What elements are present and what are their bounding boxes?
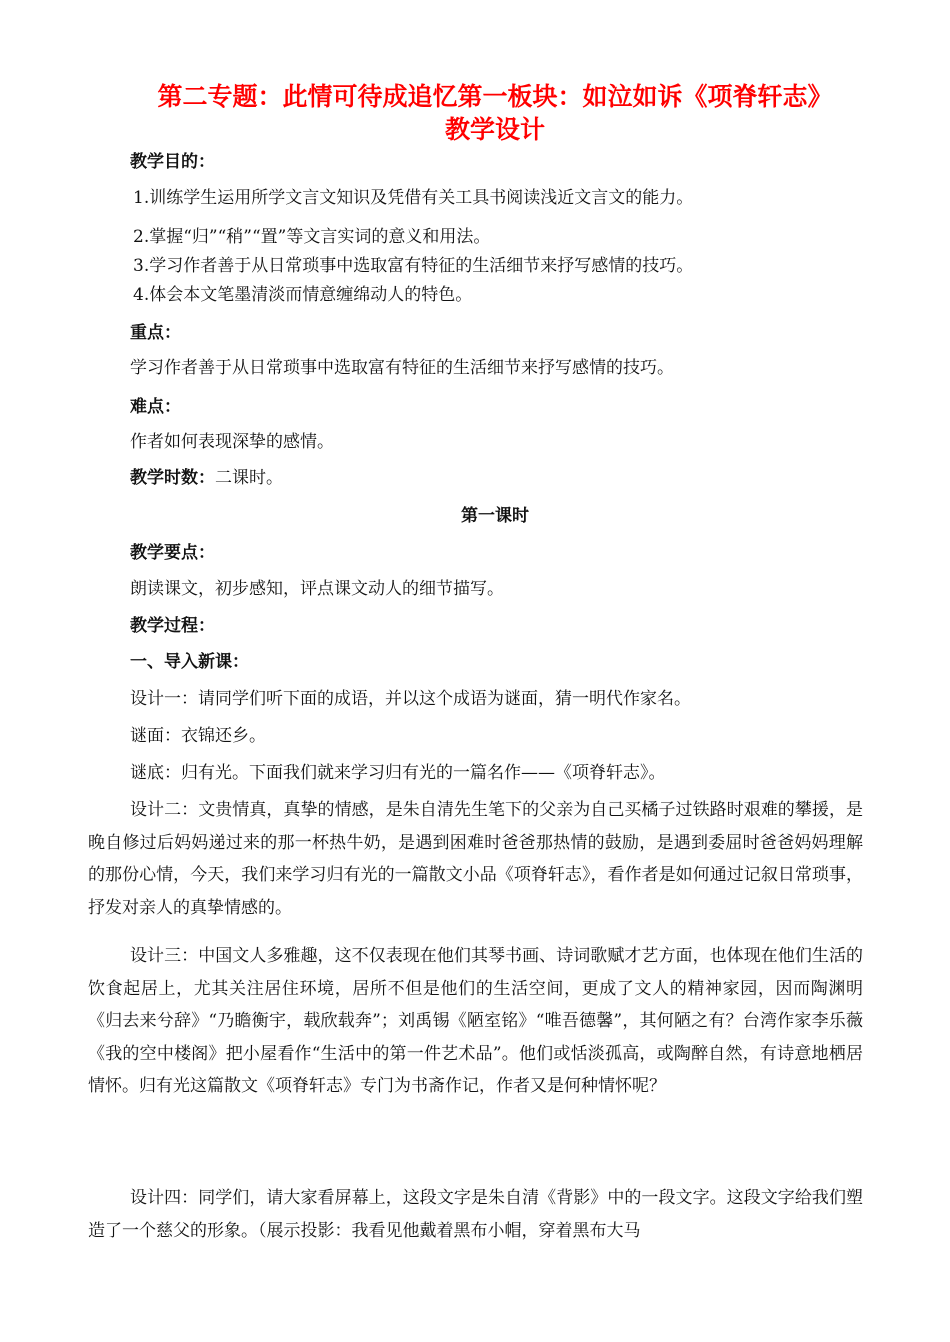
key-point-text: 学习作者善于从日常琐事中选取富有特征的生活细节来抒写感情的技巧。	[130, 358, 674, 378]
design-one-text: 设计一：请同学们听下面的成语，并以这个成语为谜面，猜一明代作家名。	[130, 689, 691, 709]
design-four-paragraph: 设计四：同学们，请大家看屏幕上，这段文字是朱自清《背影》中的一段文字。这段文字给我们塑造了一个慈父的形象。（展示投影：我看见他戴着黑布小帽，穿着黑布大马	[88, 1188, 863, 1241]
process-heading: 教学过程：	[130, 616, 215, 636]
riddle-text: 谜面：衣锦还乡。	[130, 726, 266, 746]
document-subtitle: 教学设计	[444, 115, 545, 144]
key-point-heading: 重点：	[130, 323, 181, 343]
intro-heading: 一、导入新课：	[130, 652, 249, 672]
teaching-hours	[130, 466, 283, 490]
riddle-answer-text: 谜底：归有光。下面我们就来学习归有光的一篇名作——《项脊轩志》。	[130, 763, 666, 783]
objectives-heading: 教学目的：	[130, 152, 215, 172]
lesson-points-text: 朗读课文，初步感知，评点课文动人的细节描写。	[130, 579, 504, 599]
objective-item: 4.体会本文笔墨清淡而情意缠绵动人的特色。	[133, 285, 473, 305]
objective-item: 3.学习作者善于从日常琐事中选取富有特征的生活细节来抒写感情的技巧。	[133, 256, 694, 276]
objective-item: 2.掌握“归”“稍”“置”等文言实词的意义和用法。	[133, 227, 491, 247]
design-two-paragraph: 设计二：文贵情真，真挚的情感，是朱自清先生笔下的父亲为自己买橘子过铁路时艰难的攀援，是晚自修过后妈妈递过来的那一杯热牛奶，是遇到困难时爸爸那热情的鼓励，是遇到委屈时爸爸妈妈理解的那份心情，今天，我们来学习归有光的一篇散文小品《项脊轩志》，看作者是如何通过记叙日常琐事，抒发对亲人的真挚情感的。	[88, 800, 863, 918]
teaching-hours-label: 教学时数：	[130, 468, 215, 488]
document-title: 第二专题：此情可待成追忆第一板块：如泣如诉《项脊轩志》	[157, 82, 833, 111]
objective-item: 1.训练学生运用所学文言文知识及凭借有关工具书阅读浅近文言文的能力。	[133, 188, 694, 208]
lesson-points-heading: 教学要点：	[130, 543, 215, 563]
teaching-hours-value: 二课时。	[215, 468, 283, 488]
difficulty-heading: 难点：	[130, 397, 181, 417]
difficulty-text: 作者如何表现深挚的感情。	[130, 432, 334, 452]
lesson-heading: 第一课时	[461, 506, 529, 526]
design-three-paragraph: 设计三：中国文人多雅趣，这不仅表现在他们其琴书画、诗词歌赋才艺方面，也体现在他们生活的饮食起居上，尤其关注居住环境，居所不但是他们的生活空间，更成了文人的精神家园，因而陶渊明《归去来兮辞》“乃瞻衡宇，载欣载奔”；刘禹锡《陋室铭》“唯吾德馨”，其何陋之有？台湾作家李乐薇《我的空中楼阁》把小屋看作“生活中的第一件艺术品”。他们或恬淡孤高，或陶醉自然，有诗意地栖居情怀。归有光这篇散文《项脊轩志》专门为书斋作记，作者又是何种情怀呢？	[88, 946, 863, 1096]
